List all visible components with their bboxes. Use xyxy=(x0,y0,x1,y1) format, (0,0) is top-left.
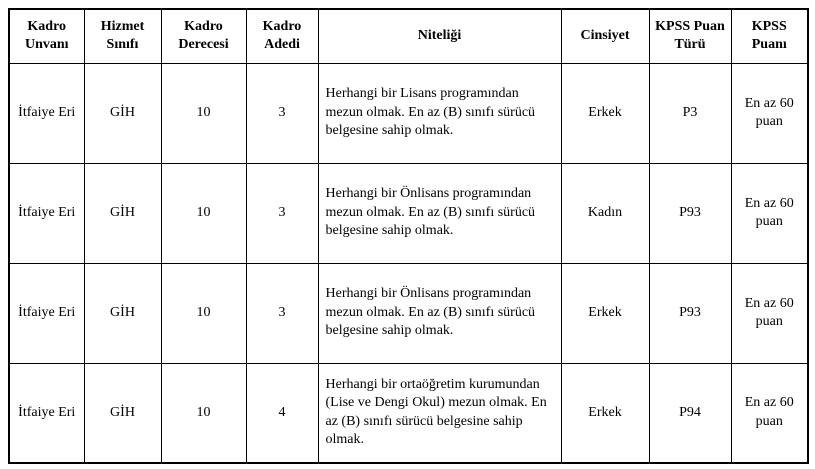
cell-kadro-adedi: 3 xyxy=(246,263,318,363)
cell-cinsiyet: Erkek xyxy=(561,63,649,163)
cell-hizmet-sinifi: GİH xyxy=(84,363,161,463)
cell-kadro-unvani: İtfaiye Eri xyxy=(9,163,84,263)
cell-kadro-adedi: 3 xyxy=(246,163,318,263)
cell-kadro-derecesi: 10 xyxy=(161,263,246,363)
table-row xyxy=(9,163,808,263)
cell-hizmet-sinifi: GİH xyxy=(84,63,161,163)
header-kpss-puani: KPSS Puanı xyxy=(731,9,808,63)
cell-kpss-puan-turu: P94 xyxy=(649,363,731,463)
cell-cinsiyet: Erkek xyxy=(561,363,649,463)
header-cinsiyet: Cinsiyet xyxy=(561,9,649,63)
cell-kadro-adedi: 3 xyxy=(246,63,318,163)
cell-kadro-unvani: İtfaiye Eri xyxy=(9,263,84,363)
cell-hizmet-sinifi: GİH xyxy=(84,163,161,263)
header-kadro-adedi: Kadro Adedi xyxy=(246,9,318,63)
kadro-ilan-table xyxy=(8,8,809,464)
cell-kpss-puan-turu: P93 xyxy=(649,263,731,363)
cell-kadro-unvani: İtfaiye Eri xyxy=(9,63,84,163)
cell-kadro-derecesi: 10 xyxy=(161,63,246,163)
cell-kpss-puani: En az 60 puan xyxy=(731,63,808,163)
header-kpss-puan-turu: KPSS Puan Türü xyxy=(649,9,731,63)
cell-cinsiyet: Kadın xyxy=(561,163,649,263)
cell-kpss-puani: En az 60 puan xyxy=(731,163,808,263)
header-kadro-derecesi: Kadro Derecesi xyxy=(161,9,246,63)
cell-kadro-derecesi: 10 xyxy=(161,363,246,463)
cell-niteligi: Herhangi bir ortaöğretim kurumundan (Lise ve Dengi Okul) mezun olmak. En az (B) sınıfı sürücü belgesine sahip olmak. xyxy=(318,363,561,463)
header-hizmet-sinifi: Hizmet Sınıfı xyxy=(84,9,161,63)
header-kadro-unvani: Kadro Unvanı xyxy=(9,9,84,63)
table-row xyxy=(9,363,808,463)
table-header-row xyxy=(9,9,808,63)
cell-niteligi: Herhangi bir Önlisans programından mezun olmak. En az (B) sınıfı sürücü belgesine sahip olmak. xyxy=(318,163,561,263)
table-row xyxy=(9,63,808,163)
cell-niteligi: Herhangi bir Önlisans programından mezun olmak. En az (B) sınıfı sürücü belgesine sahip olmak. xyxy=(318,263,561,363)
cell-kpss-puani: En az 60 puan xyxy=(731,363,808,463)
cell-kpss-puan-turu: P3 xyxy=(649,63,731,163)
cell-kadro-adedi: 4 xyxy=(246,363,318,463)
cell-kpss-puani: En az 60 puan xyxy=(731,263,808,363)
cell-kpss-puan-turu: P93 xyxy=(649,163,731,263)
table-row xyxy=(9,263,808,363)
cell-cinsiyet: Erkek xyxy=(561,263,649,363)
cell-kadro-unvani: İtfaiye Eri xyxy=(9,363,84,463)
cell-hizmet-sinifi: GİH xyxy=(84,263,161,363)
cell-kadro-derecesi: 10 xyxy=(161,163,246,263)
header-niteligi: Niteliği xyxy=(318,9,561,63)
cell-niteligi: Herhangi bir Lisans programından mezun olmak. En az (B) sınıfı sürücü belgesine sahip olmak. xyxy=(318,63,561,163)
